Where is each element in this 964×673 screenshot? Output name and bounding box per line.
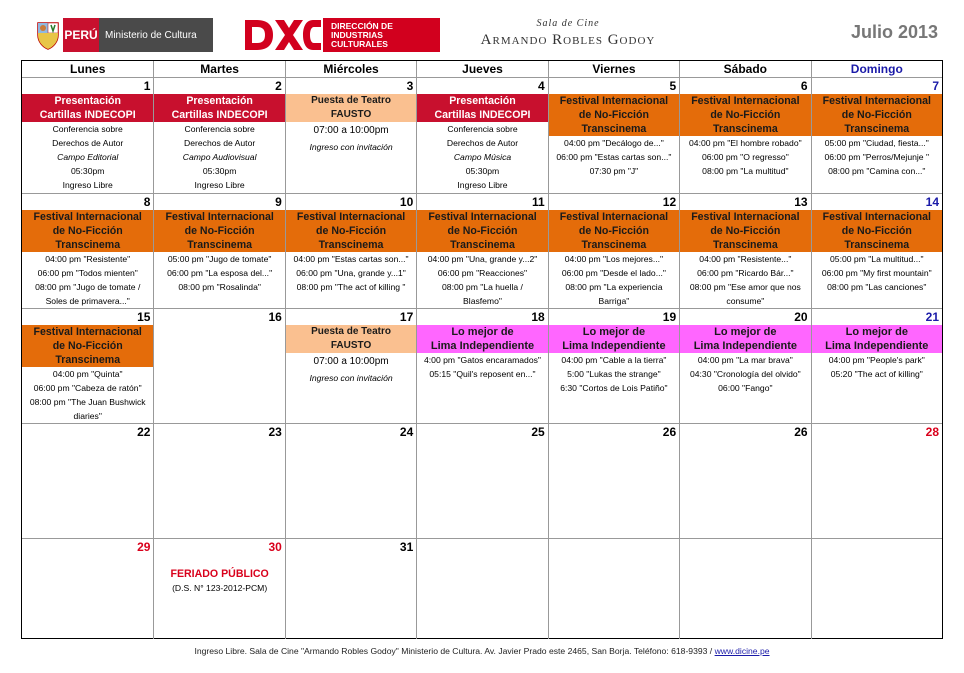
event-detail-line: 08:00 pm "The act of killing ": [296, 282, 406, 292]
day-cell[interactable]: [811, 78, 942, 193]
event-title-line: Cartillas INDECOPI: [434, 109, 531, 121]
event-title-line: Presentación: [186, 95, 253, 107]
event-detail-line: 08:00 pm "La experiencia: [565, 282, 663, 292]
day-cell[interactable]: [548, 193, 679, 308]
day-cell[interactable]: [153, 423, 284, 538]
event-title-line: Lima Independiente: [693, 340, 797, 352]
event-title-line: Transcinema: [450, 239, 515, 251]
weekday-header: Viernes: [548, 61, 679, 77]
event-title-line: Transcinema: [581, 239, 647, 251]
day-number: 30: [268, 540, 282, 554]
event-title-line: Lo mejor de: [845, 326, 908, 338]
day-number: 19: [662, 310, 677, 324]
event-title-band[interactable]: [549, 210, 679, 252]
day-number: 24: [399, 425, 414, 439]
day-number: [680, 539, 810, 555]
day-number: 15: [137, 310, 151, 324]
weekday-header: Sábado: [679, 61, 810, 77]
day-number: 10: [399, 195, 414, 209]
day-cell[interactable]: [811, 423, 942, 538]
event-title-line: Lo mejor de: [714, 326, 777, 338]
day-number: 20: [794, 310, 808, 324]
event-title-line: Festival Internacional: [296, 211, 406, 223]
event-detail-line: Campo Audiovisual: [182, 152, 257, 162]
day-cell[interactable]: [679, 538, 810, 639]
event-title-line: de No-Ficción: [841, 109, 912, 121]
event-title-band[interactable]: [22, 94, 153, 122]
event-detail-line: 05:20 "The act of killing": [830, 369, 923, 379]
event-title-line: Presentación: [54, 95, 121, 107]
event-title-line: Transcinema: [55, 354, 121, 366]
event-title-band[interactable]: [417, 210, 547, 252]
event-detail-line: 06:00 pm "La esposa del...": [167, 268, 273, 278]
event-title-line: FAUSTO: [330, 109, 372, 120]
event-detail-line: 08:00 pm "La multitud": [702, 166, 789, 176]
event-title-line: de No-Ficción: [316, 225, 387, 237]
event-detail-line: 07:00 a 10:00pm: [313, 356, 389, 367]
day-cell[interactable]: [416, 538, 547, 639]
dic-line: INDUSTRIAS: [331, 29, 383, 40]
event-detail-line: Ingreso con invitación: [309, 142, 393, 152]
day-number: 25: [531, 425, 545, 439]
event-detail-line: Ingreso Libre: [62, 180, 113, 190]
event-title-line: Festival Internacional: [428, 211, 537, 223]
day-number: 3: [406, 79, 414, 93]
event-title-band[interactable]: [286, 325, 416, 353]
event-detail-line: 08:00 pm "Rosalinda": [178, 282, 261, 292]
event-detail-line: 08:00 pm "Jugo de tomate /: [35, 282, 141, 292]
day-number: 1: [143, 79, 151, 93]
event-detail-line: (D.S. N° 123-2012-PCM): [172, 583, 268, 593]
peru-label: PERÚ: [63, 18, 99, 52]
event-detail-line: 05:15 "Quil's reposent en...": [429, 369, 536, 379]
event-title-line: de No-Ficción: [710, 225, 781, 237]
event-title-line: Transcinema: [581, 123, 647, 135]
event-title-line: de No-Ficción: [578, 225, 649, 237]
day-cell[interactable]: [22, 308, 153, 423]
weekday-header: Martes: [153, 61, 284, 77]
event-title-line: de No-Ficción: [578, 109, 649, 121]
event-detail-line: 08:00 pm "The Juan Bushwick: [29, 397, 146, 407]
weekday-header-row: [22, 61, 942, 78]
event-detail-line: 07:30 pm "J": [589, 166, 639, 176]
day-number: 11: [532, 195, 545, 209]
event-title-line: de No-Ficción: [447, 225, 518, 237]
header: [0, 0, 964, 60]
day-cell[interactable]: [285, 423, 416, 538]
event-detail-line: 04:00 pm "Estas cartas son...": [293, 254, 409, 264]
event-detail-line: 6:30 "Cortos de Lois Patiño": [560, 383, 668, 393]
day-cell[interactable]: [679, 193, 810, 308]
event-title-band[interactable]: [286, 94, 416, 122]
event-title-line: Lima Independiente: [825, 340, 929, 352]
event-title-line: Transcinema: [55, 239, 121, 251]
event-detail-line: Barriga": [598, 296, 630, 306]
event-title-line: Lima Independiente: [430, 340, 535, 352]
event-title-line: Festival Internacional: [559, 95, 669, 107]
day-number: 28: [925, 425, 939, 439]
day-cell[interactable]: [153, 538, 284, 639]
event-title-band[interactable]: [154, 94, 284, 122]
day-number: [549, 539, 679, 555]
day-cell[interactable]: [416, 193, 547, 308]
day-cell[interactable]: [22, 538, 153, 639]
day-number: 18: [531, 310, 545, 324]
event-title-band[interactable]: [22, 325, 153, 367]
day-cell[interactable]: [548, 308, 679, 423]
day-number: 21: [925, 310, 939, 324]
event-detail-line: 05:30pm: [465, 166, 500, 176]
day-cell[interactable]: [22, 78, 153, 193]
event-title-line: Festival Internacional: [33, 211, 142, 223]
event-detail-line: 04:30 "Cronología del olvido": [689, 369, 801, 379]
event-title-band[interactable]: [154, 210, 284, 252]
dic-mark-icon: [243, 18, 323, 52]
event-detail-line: 05:30pm: [70, 166, 105, 176]
dic-text: [323, 18, 440, 52]
event-detail-line: 08:00 pm "Camina con...": [828, 166, 926, 176]
dic-line: CULTURALES: [331, 38, 388, 49]
event-title-line: Cartillas INDECOPI: [171, 109, 268, 121]
day-number: [812, 539, 942, 555]
event-detail-line: Ingreso con invitación: [309, 373, 393, 383]
day-cell[interactable]: [153, 193, 284, 308]
calendar: [21, 60, 943, 639]
day-number: 12: [662, 195, 677, 209]
day-number: 17: [399, 310, 414, 324]
day-cell[interactable]: [285, 78, 416, 193]
event-title-band[interactable]: [549, 325, 679, 353]
event-detail-line: 06:00 "Fango": [718, 383, 773, 393]
day-number: 5: [669, 79, 677, 93]
event-title-line: Puesta de Teatro: [311, 95, 391, 106]
dic-line: DIRECCIÓN DE: [331, 20, 393, 31]
event-detail-line: 04:00 pm "Quinta": [52, 369, 123, 379]
event-detail-line: 08:00 pm "Las canciones": [827, 282, 927, 292]
event-title-line: Lima Independiente: [562, 340, 666, 352]
event-title-line: Festival Internacional: [822, 211, 931, 223]
sala-small-text: Sala de Cine: [536, 18, 600, 29]
event-detail-line: Campo Editorial: [57, 152, 119, 162]
day-cell[interactable]: [679, 78, 810, 193]
day-cell[interactable]: [285, 308, 416, 423]
event-title-band[interactable]: [812, 210, 942, 252]
event-title-line: Festival Internacional: [822, 95, 931, 107]
event-detail-line: Derechos de Autor: [446, 138, 519, 148]
event-title-line: Transcinema: [318, 239, 384, 251]
day-number: 26: [662, 425, 677, 439]
event-title-line: Lo mejor de: [582, 326, 646, 338]
event-detail-line: 05:00 pm "La multitud...": [830, 254, 924, 264]
footer: [0, 646, 964, 656]
event-detail-line: 06:00 pm "Todos mienten": [37, 268, 138, 278]
event-title-line: de No-Ficción: [52, 225, 123, 237]
event-detail-line: 06:00 pm "Reacciones": [437, 268, 528, 278]
event-detail-line: 06:00 pm "Cabeza de ratón": [33, 383, 142, 393]
holiday-label: FERIADO PÚBLICO: [170, 568, 269, 580]
event-title-band[interactable]: [549, 94, 679, 136]
event-detail-line: Conferencia sobre: [184, 124, 255, 134]
event-title-line: Festival Internacional: [691, 95, 800, 107]
event-title-line: Transcinema: [844, 123, 910, 135]
event-title-band[interactable]: [680, 325, 810, 353]
day-cell[interactable]: [548, 78, 679, 193]
calendar-weeks: [22, 78, 942, 639]
weekday-header: Miércoles: [285, 61, 416, 77]
event-detail-line: Ingreso Libre: [194, 180, 245, 190]
event-detail-line: 06:00 pm "Una, grande y...1": [296, 268, 406, 278]
day-cell[interactable]: [416, 308, 547, 423]
day-number: 14: [925, 195, 939, 209]
event-title-line: Cartillas INDECOPI: [39, 109, 136, 121]
day-cell[interactable]: [548, 538, 679, 639]
ministerio-cultura-logo: [33, 18, 213, 52]
day-cell[interactable]: [679, 423, 810, 538]
event-title-band[interactable]: [417, 325, 547, 353]
day-number: 7: [932, 79, 939, 93]
event-detail-line: Campo Música: [453, 152, 512, 162]
event-title-line: de No-Ficción: [841, 225, 912, 237]
event-detail-line: 05:00 pm "Jugo de tomate": [167, 254, 272, 264]
event-title-line: Festival Internacional: [165, 211, 274, 223]
day-cell[interactable]: [811, 308, 942, 423]
event-title-line: Festival Internacional: [33, 326, 142, 338]
event-detail-line: 06:00 pm "Estas cartas son...": [556, 152, 672, 162]
event-detail-line: consume": [726, 296, 765, 306]
event-detail-line: 08:00 pm "La huella /: [442, 282, 523, 292]
event-detail-line: 06:00 pm "Desde el lado...": [561, 268, 666, 278]
event-detail-line: 06:00 pm "My first mountain": [821, 268, 932, 278]
event-detail-line: 04:00 pm "People's park": [828, 355, 925, 365]
event-detail-line: 04:00 pm "Una, grande y...2": [427, 254, 538, 264]
dic-logo: [243, 18, 440, 52]
event-detail-line: 04:00 pm "Decálogo de...": [564, 138, 664, 148]
weekday-header: Jueves: [416, 61, 547, 77]
event-title-line: de No-Ficción: [710, 109, 781, 121]
day-cell[interactable]: [285, 538, 416, 639]
ministry-name: Ministerio de Cultura: [99, 18, 213, 52]
sala-name: Armando Robles Godoy: [480, 32, 656, 48]
peru-shield-icon: [33, 18, 63, 52]
day-number: 29: [137, 540, 151, 554]
event-detail-line: 04:00 pm "Resistente": [45, 254, 131, 264]
event-detail-line: Derechos de Autor: [52, 138, 124, 148]
event-detail-line: 07:00 a 10:00pm: [313, 125, 389, 136]
event-title-band[interactable]: [22, 210, 153, 252]
website-link[interactable]: www.dicine.pe: [714, 646, 770, 656]
event-detail-line: 06:00 pm "Ricardo Bár...": [697, 268, 794, 278]
day-number: 16: [268, 310, 282, 324]
event-detail-line: 04:00 pm "El hombre robado": [689, 138, 802, 148]
event-detail-line: Conferencia sobre: [52, 124, 123, 134]
event-title-band[interactable]: [417, 94, 547, 122]
event-detail-line: Derechos de Autor: [184, 138, 256, 148]
day-number: 13: [794, 195, 808, 209]
event-title-line: Transcinema: [844, 239, 910, 251]
event-detail-line: Ingreso Libre: [457, 180, 508, 190]
footer-text: Ingreso Libre. Sala de Cine "Armando Robles Godoy" Ministerio de Cultura. Av. Javier Prado este 2465, San Borja. Teléfono: 618-9393 /: [194, 646, 715, 656]
event-title-line: Transcinema: [187, 239, 253, 251]
event-detail-line: 08:00 pm "Ese amor que nos: [689, 282, 801, 292]
event-title-line: Transcinema: [712, 123, 778, 135]
event-title-line: de No-Ficción: [52, 340, 123, 352]
day-number: 23: [268, 425, 282, 439]
day-cell[interactable]: [679, 308, 810, 423]
event-title-line: FAUSTO: [330, 340, 372, 351]
event-title-band[interactable]: [680, 94, 810, 136]
event-detail-line: 04:00 pm "La mar brava": [697, 355, 793, 365]
day-number: 9: [275, 195, 282, 209]
day-cell[interactable]: [416, 78, 547, 193]
event-title-line: de No-Ficción: [184, 225, 255, 237]
event-detail-line: Blasfemo": [463, 296, 502, 306]
weekday-header: Lunes: [70, 62, 106, 76]
day-number: 26: [794, 425, 808, 439]
event-title-line: Festival Internacional: [691, 211, 800, 223]
day-number: 6: [800, 79, 808, 93]
day-cell[interactable]: [285, 193, 416, 308]
event-title-band[interactable]: [286, 210, 416, 252]
event-detail-line: 06:00 pm "O regresso": [701, 152, 789, 162]
sala-de-cine-logo: [470, 18, 666, 52]
day-number: 2: [275, 79, 282, 93]
day-number: 4: [538, 79, 545, 93]
day-number: 31: [399, 540, 414, 554]
event-detail-line: 04:00 pm "Los mejores...": [564, 254, 664, 264]
event-title-line: Festival Internacional: [559, 211, 669, 223]
event-detail-line: 05:00 pm "Ciudad, fiesta...": [824, 138, 929, 148]
day-number: [417, 539, 547, 555]
event-detail-line: 4:00 pm "Gatos encaramados": [424, 355, 541, 365]
day-number: 8: [143, 195, 151, 209]
event-title-line: Transcinema: [712, 239, 778, 251]
day-number: 22: [137, 425, 151, 439]
event-detail-line: 04:00 pm "Cable a la tierra": [561, 355, 667, 365]
day-cell[interactable]: [811, 193, 942, 308]
event-detail-line: 04:00 pm "Resistente...": [699, 254, 792, 264]
event-detail-line: 05:30pm: [202, 166, 237, 176]
event-title-line: Presentación: [449, 95, 516, 107]
event-detail-line: diaries": [73, 411, 102, 421]
event-title-band[interactable]: [812, 325, 942, 353]
event-detail-line: 06:00 pm "Perros/Mejunje ": [824, 152, 930, 162]
event-title-band[interactable]: [812, 94, 942, 136]
event-detail-line: Conferencia sobre: [447, 124, 518, 134]
weekday-header: Domingo: [811, 61, 942, 77]
day-cell[interactable]: [811, 538, 942, 639]
event-detail-line: 5:00 "Lukas the strange": [567, 369, 661, 379]
month-title: Julio 2013: [850, 22, 938, 42]
event-title-band[interactable]: [680, 210, 810, 252]
day-cell[interactable]: [548, 423, 679, 538]
event-detail-line: Soles de primavera...": [45, 296, 130, 306]
day-cell[interactable]: [22, 193, 153, 308]
day-cell[interactable]: [22, 423, 153, 538]
day-cell[interactable]: [416, 423, 547, 538]
day-cell[interactable]: [153, 308, 284, 423]
day-cell[interactable]: [153, 78, 284, 193]
event-title-line: Puesta de Teatro: [311, 326, 391, 337]
event-title-line: Lo mejor de: [451, 326, 514, 338]
